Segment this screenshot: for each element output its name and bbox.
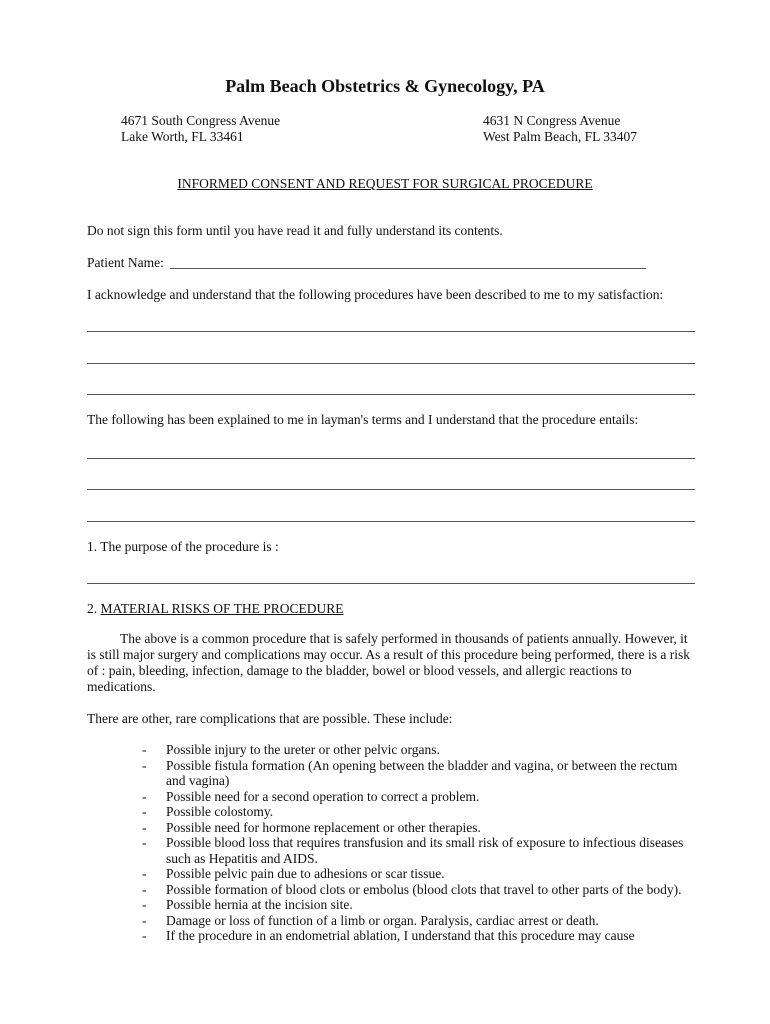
office-right-address <box>483 113 637 145</box>
warning-text: Do not sign this form until you have read it and fully understand its contents. <box>87 223 503 238</box>
entails-line-2[interactable] <box>87 489 695 490</box>
office-left-address <box>121 113 280 145</box>
risks-heading <box>87 601 344 617</box>
procedure-line-1[interactable] <box>87 331 695 332</box>
practice-name: Palm Beach Obstetrics & Gynecology, PA <box>225 76 545 96</box>
list-item: - Possible injury to the ureter or other pelvic organs. <box>142 742 440 757</box>
explained-text: The following has been explained to me in layman's terms and I understand that the procedure entails: <box>87 412 639 427</box>
procedure-line-3[interactable] <box>87 394 695 395</box>
office-left-line1: 4671 South Congress Avenue <box>121 113 281 128</box>
list-item: - Possible need for hormone replacement or other therapies. <box>142 819 481 835</box>
procedure-line-2[interactable] <box>87 363 695 364</box>
purpose-text: 1. The purpose of the procedure is : <box>87 539 279 554</box>
risks-number: 2. <box>87 601 101 616</box>
list-item: - Possible need for a second operation to correct a problem. <box>142 788 480 804</box>
rare-intro: There are other, rare complications that are possible. These include: <box>87 711 453 726</box>
list-item: - Damage or loss of function of a limb or organ. Paralysis, cardiac arrest or death. <box>142 912 599 928</box>
list-item: - Possible colostomy. <box>142 804 274 819</box>
entails-line-1[interactable] <box>87 458 695 459</box>
office-left-line2: Lake Worth, FL 33461 <box>121 129 244 144</box>
risks-heading-label: MATERIAL RISKS OF THE PROCEDURE <box>100 601 344 616</box>
patient-name-field[interactable] <box>170 268 646 269</box>
office-right-line1: 4631 N Congress Avenue <box>483 113 621 128</box>
risks-paragraph <box>87 631 697 695</box>
acknowledge-text: I acknowledge and understand that the following procedures have been described to me to my satisfaction: <box>87 287 664 302</box>
entails-line-3[interactable] <box>87 521 695 522</box>
list-item: - Possible formation of blood clots or embolus (blood clots that travel to other parts of the body). <box>142 881 682 897</box>
list-item: - Possible pelvic pain due to adhesions or scar tissue. <box>142 866 445 881</box>
form-heading: INFORMED CONSENT AND REQUEST FOR SURGICAL PROCEDURE <box>177 176 593 191</box>
office-right-line2: West Palm Beach, FL 33407 <box>483 129 638 144</box>
list-item: - Possible fistula formation (An opening between the bladder and vagina, or between the rectum and vagina) <box>142 757 678 788</box>
complications-list <box>140 742 700 944</box>
list-item: - Possible blood loss that requires transfusion and its small risk of exposure to infectious diseases such as Hepatitis and AIDS. <box>142 835 684 866</box>
list-item: - If the procedure in an endometrial ablation, I understand that this procedure may cause <box>142 928 635 943</box>
risks-paragraph-text: The above is a common procedure that is safely performed in thousands of patients annually. However, it is still major surgery and complications may occur. As a result of this procedure being performed, there is a risk of : pain, bleeding, infection, damage to the bladder, bowel or blood vessels, and allergic reactions to medications. <box>87 631 690 694</box>
list-item: - Possible hernia at the incision site. <box>142 897 353 912</box>
purpose-line[interactable] <box>87 583 695 584</box>
patient-name-label: Patient Name: <box>87 255 164 270</box>
